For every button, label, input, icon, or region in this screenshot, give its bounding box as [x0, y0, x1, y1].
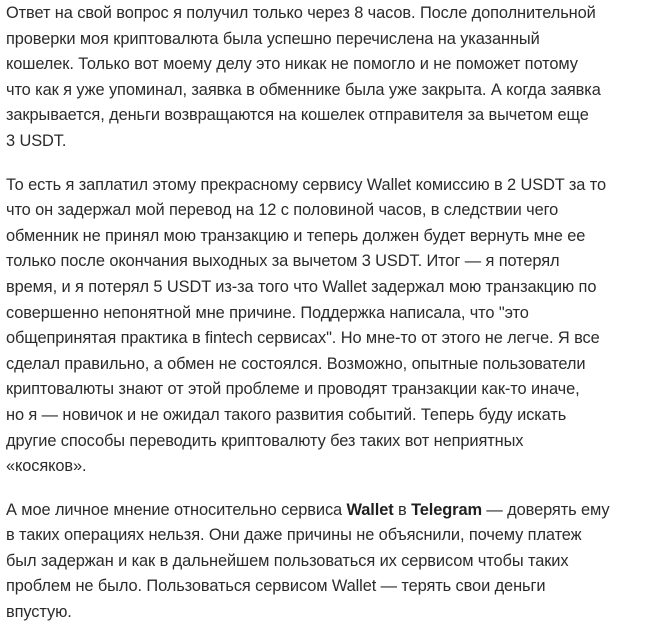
text-line: закрывается, деньги возвращаются на кошелек отправителя за вычетом еще [6, 106, 589, 125]
paragraph-gap [6, 155, 646, 173]
text-line: в таких операциях нельзя. Они даже причины не объяснили, почему платеж [6, 526, 582, 545]
text-line: что как я уже упоминал, заявка в обменнике была уже закрыта. А когда заявка [6, 80, 601, 99]
text-line: другие способы переводить криптовалюту без таких вот неприятных [6, 431, 524, 450]
text-line: сделал правильно, а обмен не состоялся. Возможно, опытные пользователи [6, 354, 586, 373]
text-line [6, 498, 646, 524]
text-line: был задержан и как в дальнейшем пользоваться их сервисом чтобы таких [6, 551, 569, 570]
text-line: проверки моя криптовалюта была успешно перечислена на указанный [6, 29, 540, 48]
text-line: «косяков». [6, 457, 87, 476]
text-line: впустую. [6, 603, 72, 622]
text-line: проблем не было. Пользоваться сервисом Wallet — терять свои деньги [6, 577, 546, 596]
text-line: кошелек. Только вот моему делу это никак не помогло и не поможет потому [6, 55, 578, 74]
paragraph-gap [6, 480, 646, 498]
text-segment: — доверять ему [481, 500, 610, 519]
text-line: что он задержал мой перевод на 12 с половиной часов, в следствии чего [6, 201, 559, 220]
text-line: обменник не принял мою транзакцию и теперь должен будет вернуть мне ее [6, 226, 586, 245]
text-segment: А мое личное мнение относительно сервиса [6, 500, 347, 519]
text-line: время, и я потерял 5 USDT из-за того что Wallet задержал мою транзакцию по [6, 277, 597, 296]
text-line: 3 USDT. [6, 131, 67, 150]
paragraph-1 [6, 0, 646, 155]
text-line: но я — новичок и не ожидал такого развития событий. Теперь буду искать [6, 405, 567, 424]
text-line: общепринятая практика в fintech сервисах". Но мне-то от этого не легче. Я все [6, 329, 600, 348]
article-body [6, 0, 646, 626]
bold-wallet: Wallet [346, 500, 394, 519]
text-line: То есть я заплатил этому прекрасному сервису Wallet комиссию в 2 USDT за то [6, 175, 607, 194]
text-line: криптовалюты знают от этой проблеме и проводят транзакции как-то иначе, [6, 380, 580, 399]
paragraph-2 [6, 173, 646, 480]
text-line: только после окончания выходных за вычетом 3 USDT. Итог — я потерял [6, 252, 560, 271]
text-line: Ответ на свой вопрос я получил только через 8 часов. После дополнительной [6, 4, 596, 22]
text-segment: в [393, 500, 412, 519]
paragraph-3 [6, 498, 646, 626]
text-line: совершенно непонятной мне причине. Поддержка написала, что "это [6, 303, 529, 322]
bold-telegram: Telegram [411, 500, 482, 519]
